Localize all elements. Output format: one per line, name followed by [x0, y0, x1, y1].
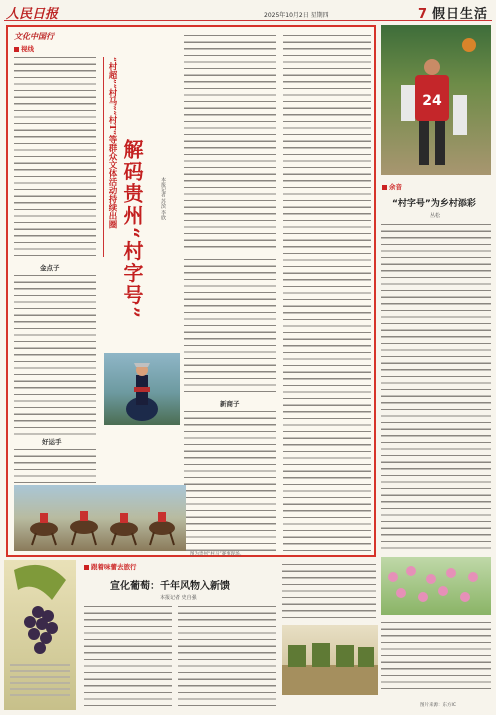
masthead [4, 3, 492, 21]
newspaper-logo: 人民日报 [6, 7, 59, 22]
photo-dancer [104, 353, 180, 425]
tag-bottom: 跟着味蕾去旅行 [84, 562, 137, 571]
photo-credit: 图片来源：东方IC [420, 703, 456, 708]
section-title: 假日生活 [431, 7, 488, 22]
body-column-2c [184, 409, 276, 551]
photo-horse-race [14, 485, 186, 551]
article-headline: 解码贵州“村字号” [120, 139, 144, 321]
body-column-2 [184, 33, 276, 251]
photo-vineyard [282, 625, 378, 695]
subhead-3: 新商子 [220, 400, 240, 408]
tag-shijiao: 视线 [14, 44, 34, 53]
right-bottom-text [381, 620, 491, 690]
photo-basketball [381, 25, 491, 175]
essay-body [381, 222, 491, 552]
subhead-2: 好运手 [42, 438, 62, 446]
bottom-byline: 本报记者 史自强 [160, 595, 197, 601]
bottom-column-2 [178, 604, 276, 710]
essay-title: “村字号”为乡村添彩 [392, 199, 476, 209]
photo-grapes [4, 560, 76, 710]
bottom-column-1 [84, 604, 172, 710]
feature-article-box [6, 25, 376, 557]
bottom-title: 宣化葡萄：千年风物入新馈 [110, 581, 230, 592]
body-column-1 [14, 55, 96, 260]
column-brand: 文化中国行 [14, 31, 54, 41]
subhead-1: 金点子 [40, 264, 60, 272]
section-header [418, 3, 488, 22]
body-column-3 [283, 33, 371, 553]
bottom-column-3 [282, 562, 376, 622]
body-column-2b [184, 257, 276, 397]
essay-author: 丛松 [430, 213, 441, 219]
photo-caption: 图为贵州“村马”赛事现场。 [190, 552, 245, 557]
article-kicker: “村超”“村马”“村T”等群众文体活动持续出圈 [103, 57, 118, 257]
article-byline: 本报记者 苏滨 李欣 [160, 177, 166, 221]
body-column-1b [14, 273, 96, 435]
svg-text:24: 24 [422, 93, 442, 109]
photo-flowers [381, 557, 491, 615]
issue-date: 2025年10月2日 星期四 [264, 12, 329, 19]
page-number: 7 [417, 7, 428, 22]
tag-yuyin: 余音 [382, 182, 402, 191]
